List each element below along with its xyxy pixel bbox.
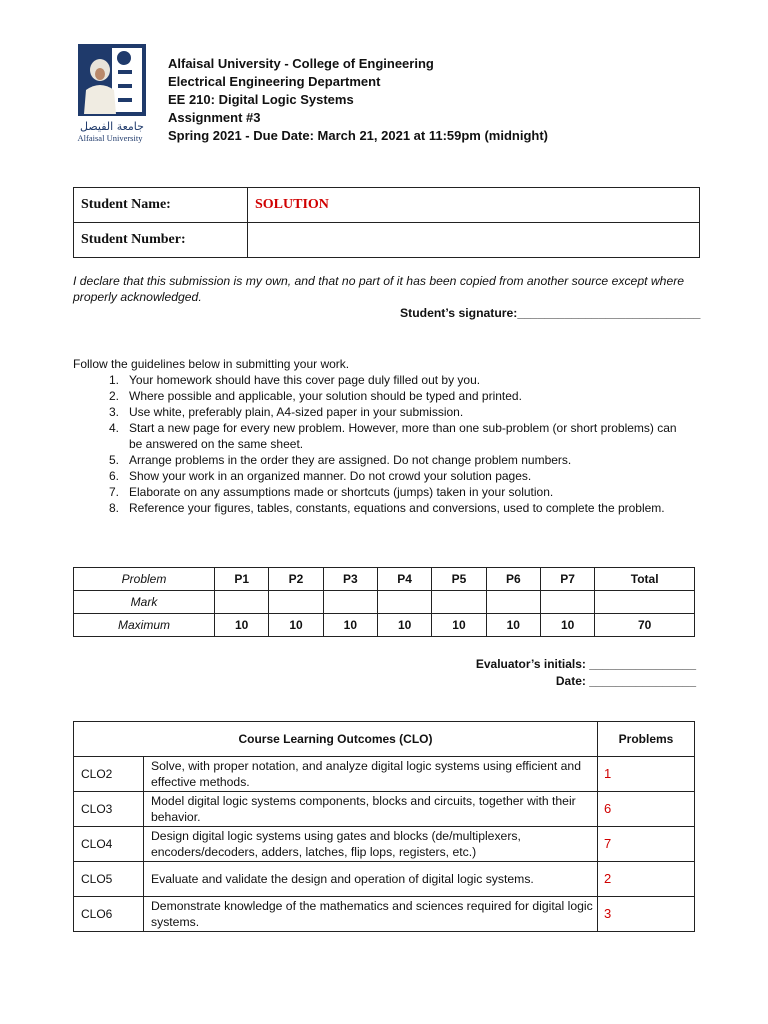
maximum-cell: 10: [486, 614, 540, 637]
column-header: P3: [323, 568, 377, 591]
clo-table: [73, 721, 695, 932]
signature-line: Student’s signature:___________________________: [400, 306, 701, 320]
header-assignment: Assignment #3: [168, 110, 261, 125]
guideline-item: [73, 372, 693, 388]
column-header: P6: [486, 568, 540, 591]
clo-row: [74, 862, 695, 897]
problem-row-label: Problem: [74, 568, 215, 591]
column-header: P1: [215, 568, 269, 591]
column-header: P7: [540, 568, 594, 591]
university-logo: [77, 44, 146, 143]
guideline-text: Your homework should have this cover page duly filled out by you.: [129, 373, 481, 387]
evaluator-block: [470, 656, 696, 690]
guideline-number: 5.: [108, 453, 119, 467]
clo-row: [74, 827, 695, 862]
guideline-number: 2.: [108, 389, 119, 403]
guideline-item: [73, 404, 693, 420]
guideline-item: [73, 468, 693, 484]
guideline-item: [73, 484, 693, 500]
marks-header-row: [74, 568, 695, 591]
maximum-cell: 70: [595, 614, 695, 637]
declaration-text: I declare that this submission is my own, and that no part of it has been copied from another source except where properly acknowledged.: [73, 274, 685, 304]
column-header: P5: [432, 568, 486, 591]
column-header: P2: [269, 568, 323, 591]
clo-row: [74, 897, 695, 932]
guideline-number: 1.: [108, 373, 119, 387]
guideline-text: Start a new page for every new problem. However, more than one sub-problem (or short problems) can be answered on the same sheet.: [129, 421, 677, 451]
clo-header-row: [74, 722, 695, 757]
student-name-label: Student Name:: [74, 188, 248, 223]
maximum-cell: 10: [377, 614, 431, 637]
marks-row: [74, 591, 695, 614]
maximum-cell: 10: [540, 614, 594, 637]
guideline-item: [73, 500, 693, 516]
guideline-number: 7.: [108, 485, 119, 499]
header-department: Electrical Engineering Department: [168, 74, 381, 89]
clo-problem: 1: [598, 757, 695, 792]
mark-cell[interactable]: [540, 591, 594, 614]
student-number-label: Student Number:: [74, 223, 248, 258]
clo-id: CLO4: [74, 827, 144, 862]
guideline-text: Show your work in an organized manner. Do not crowd your solution pages.: [129, 469, 532, 483]
clo-header: Course Learning Outcomes (CLO): [74, 722, 598, 757]
guideline-number: 3.: [108, 405, 119, 419]
clo-description: Model digital logic systems components, blocks and circuits, together with their behavior.: [144, 792, 598, 827]
column-header: P4: [377, 568, 431, 591]
guideline-number: 4.: [108, 421, 119, 435]
logo-english-text: Alfaisal University: [77, 133, 143, 143]
maximum-row-label: Maximum: [74, 614, 215, 637]
evaluator-initials-line: Evaluator’s initials: ________________: [475, 657, 696, 671]
student-info-table: [73, 187, 700, 258]
student-name-field[interactable]: SOLUTION: [248, 188, 700, 223]
mark-row-label: Mark: [74, 591, 215, 614]
mark-cell[interactable]: [269, 591, 323, 614]
guideline-number: 8.: [108, 501, 119, 515]
clo-description: Solve, with proper notation, and analyze digital logic systems using efficient and effective methods.: [144, 757, 598, 792]
marks-table: [73, 567, 695, 637]
clo-problem: 6: [598, 792, 695, 827]
mark-cell[interactable]: [323, 591, 377, 614]
guideline-item: [73, 420, 693, 452]
guidelines-intro: Follow the guidelines below in submitting your work.: [73, 357, 350, 371]
guideline-item: [73, 388, 693, 404]
clo-problem: 3: [598, 897, 695, 932]
clo-row: [74, 757, 695, 792]
guidelines-list: [73, 372, 693, 516]
mark-cell[interactable]: [215, 591, 269, 614]
maximum-cell: 10: [432, 614, 486, 637]
mark-cell[interactable]: [432, 591, 486, 614]
student-number-field[interactable]: [248, 223, 700, 258]
maximum-row: [74, 614, 695, 637]
clo-problem: 7: [598, 827, 695, 862]
clo-id: CLO2: [74, 757, 144, 792]
clo-row: [74, 792, 695, 827]
clo-id: CLO6: [74, 897, 144, 932]
problems-header: Problems: [598, 722, 695, 757]
guideline-number: 6.: [108, 469, 119, 483]
guideline-text: Use white, preferably plain, A4-sized paper in your submission.: [129, 405, 464, 419]
clo-description: Evaluate and validate the design and operation of digital logic systems.: [144, 862, 598, 897]
clo-description: Design digital logic systems using gates and blocks (de/multiplexers, encoders/decoders, adders, latches, flip lops, registers, etc.): [144, 827, 598, 862]
header-course: EE 210: Digital Logic Systems: [168, 92, 354, 107]
maximum-cell: 10: [269, 614, 323, 637]
header-university: Alfaisal University - College of Engineering: [168, 56, 434, 71]
guideline-text: Where possible and applicable, your solution should be typed and printed.: [129, 389, 522, 403]
guideline-text: Arrange problems in the order they are assigned. Do not change problem numbers.: [129, 453, 572, 467]
maximum-cell: 10: [323, 614, 377, 637]
maximum-cell: 10: [215, 614, 269, 637]
evaluator-date-line: Date: ________________: [555, 674, 696, 688]
mark-cell[interactable]: [595, 591, 695, 614]
guideline-text: Elaborate on any assumptions made or shortcuts (jumps) taken in your solution.: [129, 485, 554, 499]
clo-id: CLO3: [74, 792, 144, 827]
clo-description: Demonstrate knowledge of the mathematics and sciences required for digital logic systems.: [144, 897, 598, 932]
guideline-item: [73, 452, 693, 468]
mark-cell[interactable]: [377, 591, 431, 614]
clo-problem: 2: [598, 862, 695, 897]
column-header: Total: [595, 568, 695, 591]
mark-cell[interactable]: [486, 591, 540, 614]
guideline-text: Reference your figures, tables, constants, equations and conversions, used to complete the problem.: [129, 501, 665, 515]
header-due-date: Spring 2021 - Due Date: March 21, 2021 at 11:59pm (midnight): [168, 128, 549, 143]
logo-arabic-text: جامعة الفيصل: [80, 120, 144, 133]
clo-id: CLO5: [74, 862, 144, 897]
